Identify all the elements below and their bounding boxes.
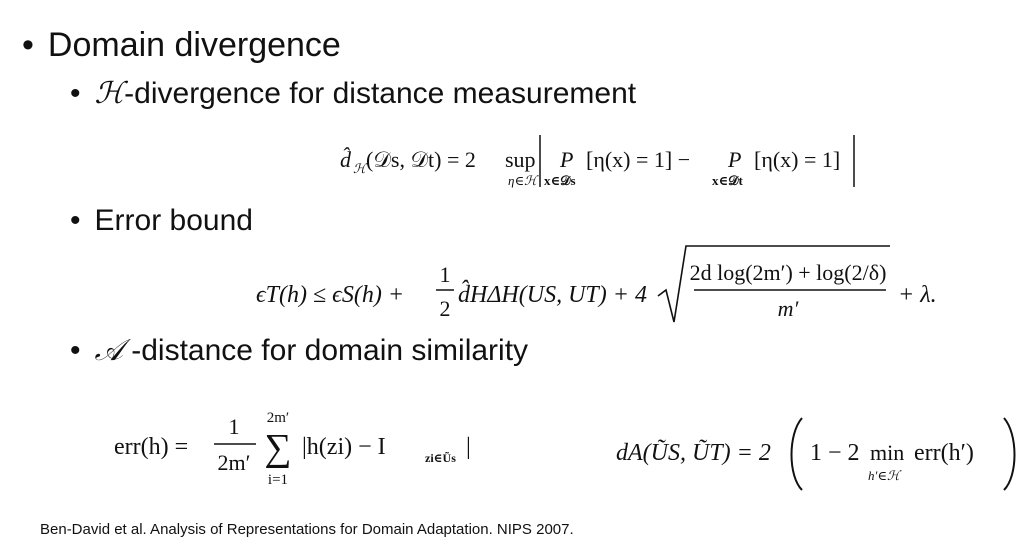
error-bound-text: Error bound [94,204,253,237]
eq1-sup: sup [505,147,536,172]
bullet-dot: • [22,26,34,64]
eq1-p1: P [560,147,574,172]
h-symbol: ℋ [94,77,125,110]
eq4-lhs: dA(ŨS, ŨT) = 2 [616,440,771,466]
eq4-paren-left [792,418,803,490]
eq4-paren-right [1004,418,1015,490]
eq2-tail: + λ. [898,282,937,308]
eq3-sum: ∑ [264,427,292,469]
eq3-body-sub: zi∈Ũs [425,451,456,465]
eq4-min-sub: h′∈ℋ [868,468,900,483]
bullet-dot: • [70,334,81,367]
eq3-sum-top: 2m′ [266,410,290,426]
bullet-domain-divergence [22,26,341,65]
eq3-body-end: | [466,434,471,460]
bullet-dot: • [70,77,81,110]
a-distance-text: -distance for domain similarity [122,334,529,367]
eq1-sup-sub: η∈ℋ [508,173,537,188]
eq1-term1: [η(x) = 1] − [586,147,691,172]
bullet-dot: • [70,204,81,237]
citation: Ben-David et al. Analysis of Representations for Domain Adaptation. NIPS 2007. [40,521,574,538]
eq1-lhs-sub: ℋ [353,161,366,176]
eq4-min: min [870,440,905,465]
bullet-error-bound [70,204,253,238]
heading-domain-divergence: Domain divergence [47,26,341,64]
eq3-lhs: err(h) = [114,434,189,460]
eq1-lhs: d̂ [340,147,351,172]
eq1-p1-sub: x∈𝒟s [544,173,576,188]
h-divergence-text: -divergence for distance measurement [124,77,637,110]
eq2-dhat: d̂HΔH(US, UT) + 4 [458,282,647,308]
a-symbol: 𝒜 [94,334,123,367]
eq1-term2: [η(x) = 1] [754,147,841,172]
equation-err [110,400,490,495]
eq1-p2: P [728,147,742,172]
eq3-body: |h(zi) − I [302,434,386,460]
eq2-half-den: 2 [439,296,451,321]
eq2-lhs: ϵT(h) ≤ ϵS(h) + [256,282,405,308]
eq2-sqrt-den: m′ [777,296,799,321]
eq4-paren-inner: 1 − 2 [810,440,860,466]
equation-error-bound [250,240,970,330]
eq2-sqrt-num: 2d log(2m′) + log(2/δ) [689,260,887,285]
eq3-frac-num: 1 [228,414,240,439]
equation-h-divergence [330,125,890,195]
eq3-frac-den: 2m′ [217,450,251,475]
eq2-half-num: 1 [439,262,451,287]
bullet-a-distance [70,334,528,368]
eq1-lhs-args: (𝒟s, 𝒟t) = 2 [366,147,476,172]
equation-d-a [612,400,1022,495]
eq1-p2-sub: x∈𝒟t [712,173,743,188]
eq4-err: err(h′) [914,440,974,466]
bullet-h-divergence [70,76,636,111]
eq3-sum-bot: i=1 [267,472,289,488]
